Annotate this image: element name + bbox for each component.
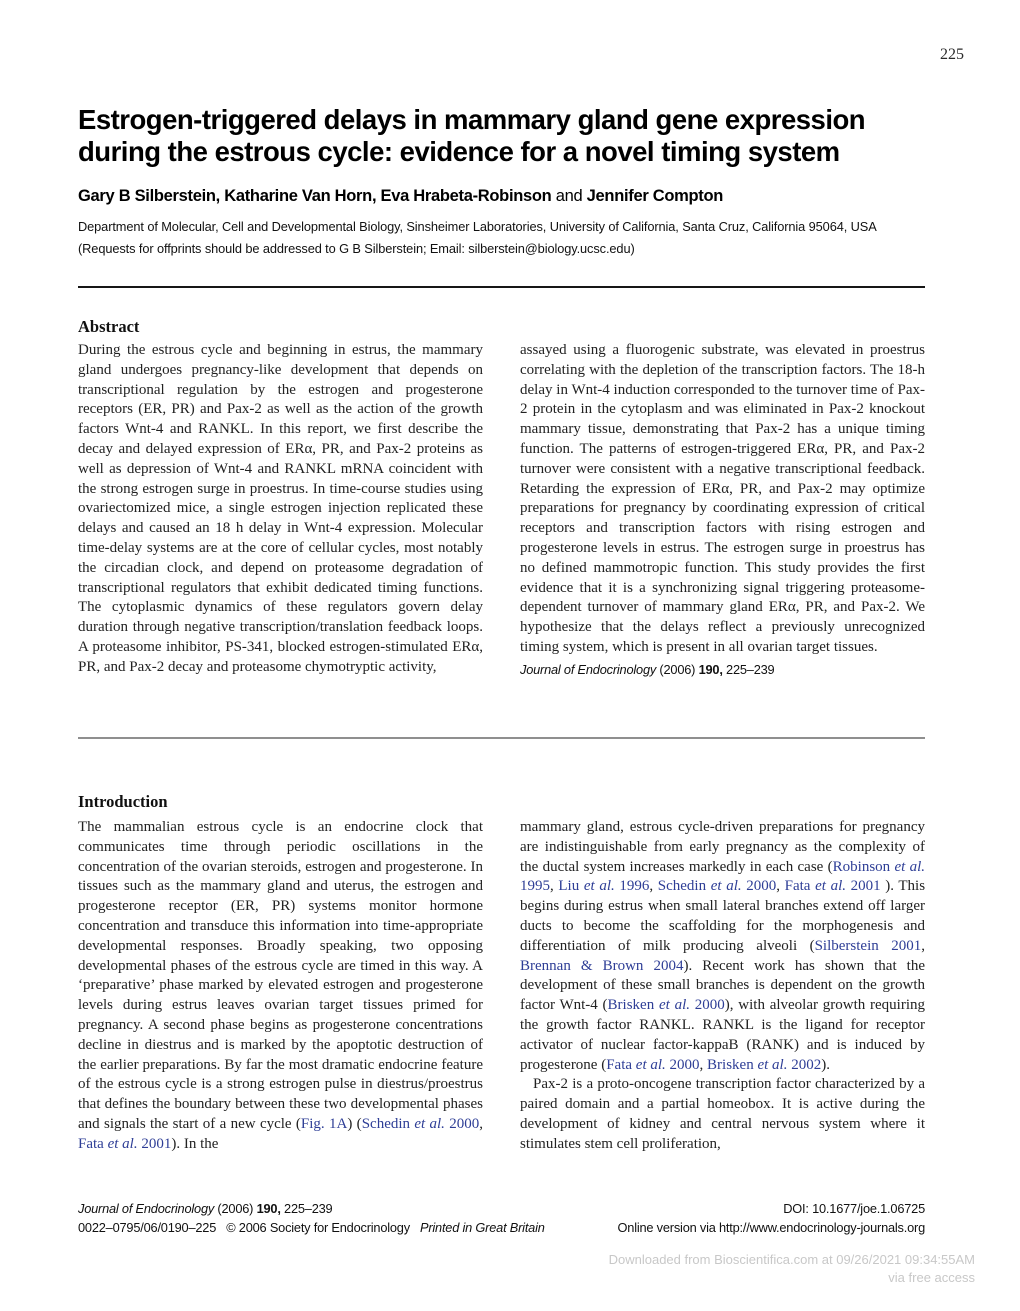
citation-link[interactable]: 2000 (444, 1115, 480, 1132)
text-segment: ). This begins during estrus when small lateral branches extend off larger ducts to become the scaffolding for the morphogenesis and differentiation of milk producing alveoli ( (520, 878, 926, 954)
citation-link[interactable]: Fig. 1A (300, 1115, 348, 1132)
abstract-column-left (78, 341, 483, 680)
abstract-columns (78, 341, 925, 680)
abstract-paragraph-left (78, 341, 483, 678)
citation-link[interactable]: Brisken (607, 997, 659, 1014)
citation-link[interactable]: 2000 (690, 997, 725, 1014)
citation-link[interactable]: et al. (635, 1056, 666, 1073)
authors-last: Jennifer Compton (586, 187, 724, 205)
affiliation: Department of Molecular, Cell and Developmental Biology, Sinsheimer Laboratories, University of California, Santa Cruz, California 95064, USA (78, 219, 877, 234)
offprints-note: (Requests for offprints should be addressed to G B Silberstein; Email: silberstein@biology.ucsc.edu) (78, 241, 635, 256)
citation-link[interactable]: 1996 (614, 878, 650, 895)
text-segment: ), with alveolar growth requiring the growth factor RANKL. RANKL is the ligand for receptor activator of nuclear factor-kappaB (RANK) and is induced by progesterone ( (520, 997, 926, 1073)
citation-link[interactable]: Fata (606, 1056, 636, 1073)
citation-link[interactable]: Brisken (707, 1056, 758, 1073)
text-segment: Pax-2 is a proto-oncogene transcription factor characterized by a paired domain and a partial homeobox. It is active during the development of kidney and central nervous system where it stimulates stem cell proliferation, (520, 1076, 925, 1152)
citation-link[interactable]: Schedin (657, 878, 711, 895)
introduction-paragraph-2 (520, 1075, 925, 1154)
citation-link[interactable]: et al. (710, 878, 742, 895)
citation-link[interactable]: Brennan & Brown 2004 (520, 957, 684, 974)
text-segment: 190, (698, 661, 723, 677)
text-segment: 190, (256, 1201, 281, 1216)
footer-issn-copyright (78, 1220, 545, 1235)
text-segment: During the estrous cycle and beginning in estrus, the mammary gland undergoes pregnancy-like development that depends on transcriptional regulation by the estrogen and progesterone receptors (ER, PR) and Pax-2 as well as the action of the growth factors Wnt-4 and RANKL. In this report, we first describe the decay and delayed expression of ERα, PR, and Pax-2 proteins as well as depression of Wnt-4 and RANKL mRNA coincident with the strong estrogen surge in proestrus. In time-course studies using ovariectomized mice, a single estrogen injection replicated these delays and caused an 18 h delay in Wnt-4 expression. Molecular time-delay systems are at the core of cellular cycles, most notably the circadian clock, and depend on proteasome degradation of transcriptional regulators that exhibit dedicated timing functions. The cytoplasmic dynamics of these regulators govern delay duration through negative transcription/translation feedback loops. A proteasome inhibitor, PS-341, blocked estrogen-stimulated ERα, PR, and Pax-2 decay and proteasome chymotryptic activity, (78, 342, 483, 675)
footer-online-version: Online version via http://www.endocrinology-journals.org (617, 1220, 925, 1235)
text-segment: , (776, 878, 785, 895)
text-segment: © 2006 Society for Endocrinology (216, 1220, 420, 1235)
abstract-journal-citation (520, 660, 925, 680)
introduction-heading: Introduction (78, 791, 168, 811)
text-segment: , (550, 878, 559, 895)
section-divider-rule (78, 737, 925, 739)
introduction-paragraph-1-continued (520, 818, 925, 1075)
text-segment: ) ( (347, 1115, 362, 1132)
text-segment: ). (821, 1056, 830, 1073)
citation-link[interactable]: Silberstein 2001 (814, 937, 922, 954)
text-segment: (2006) (656, 661, 699, 677)
download-watermark-line1: Downloaded from Bioscientifica.com at 09/26/2021 09:34:55AM (608, 1252, 975, 1267)
citation-link[interactable]: 2001 (845, 878, 881, 895)
footer-doi: DOI: 10.1677/joe.1.06725 (783, 1201, 925, 1216)
citation-link[interactable]: 1995 (520, 878, 550, 895)
citation-link[interactable]: Fata (784, 878, 816, 895)
citation-link[interactable]: 2001 (137, 1135, 172, 1152)
citation-link[interactable]: et al. (757, 1056, 788, 1073)
text-segment: Printed in Great Britain (420, 1220, 545, 1235)
footer-row-2 (78, 1220, 925, 1235)
citation-link[interactable]: Robinson (832, 858, 895, 875)
footer-journal-citation (78, 1201, 332, 1216)
text-segment: (2006) (214, 1201, 257, 1216)
citation-link[interactable]: Fata (78, 1135, 108, 1152)
text-segment: assayed using a fluorogenic substrate, was elevated in proestrus correlating with the depletion of the transcription factors. The 18-h delay in Wnt-4 induction corresponded to the turnover time of Pax-2 protein in the cytoplasm and was eliminated in Pax-2 knockout mammary tissue, demonstrating that Pax-2 has a unique timing function. The patterns of estrogen-triggered ERα, PR, and Pax-2 turnover were consistent with a negative transcriptional feedback. Retarding the expression of ERα, PR, and Pax-2 may optimize preparations for pregnancy by coordinating expression of critical receptors and transcription factors with rising estrogen and progesterone levels in estrus. The estrogen surge in proestrus has no defined mammotropic function. This study provides the first evidence that it is a synchronizing signal triggering proteasome-dependent turnover of mammary gland ERα, PR, and Pax-2. We hypothesize that the delays reflect a previously unrecognized timing system, which is present in all ovarian target tissues. (520, 342, 925, 655)
text-segment: , (479, 1115, 484, 1132)
article-title: Estrogen-triggered delays in mammary gland gene expression during the estrous cycle: evidence for a novel timing system (78, 104, 866, 168)
text-segment: 0022–0795/06/0190–225 (78, 1220, 217, 1235)
citation-link[interactable]: 2000 (665, 1056, 700, 1073)
header-divider-rule (78, 286, 925, 288)
authors-and: and (551, 187, 587, 205)
text-segment: ). Recent work has shown that the development of these small branches is dependent on the growth factor Wnt-4 ( (520, 957, 925, 1014)
citation-link[interactable]: et al. (414, 1115, 445, 1132)
download-watermark (609, 1251, 975, 1287)
citation-link[interactable]: et al. (815, 878, 846, 895)
abstract-column-right (520, 341, 925, 680)
text-segment: , (921, 937, 925, 954)
citation-link[interactable]: et al. (894, 858, 926, 875)
page-number: 225 (940, 46, 964, 63)
citation-link[interactable]: Schedin (361, 1115, 415, 1132)
introduction-columns (78, 818, 925, 1155)
citation-link[interactable]: et al. (107, 1135, 138, 1152)
text-segment: ). In the (171, 1135, 219, 1152)
introduction-column-left (78, 818, 483, 1155)
authors-line (78, 187, 925, 206)
abstract-paragraph-right (520, 341, 925, 658)
text-segment: 225–239 (280, 1201, 333, 1216)
download-watermark-line2: via free access (888, 1270, 975, 1285)
citation-link[interactable]: Liu (558, 878, 584, 895)
footer-row-1 (78, 1201, 925, 1216)
text-segment: , (649, 878, 658, 895)
text-segment: , (699, 1056, 708, 1073)
text-segment: The mammalian estrous cycle is an endocrine clock that communicates time through periodic oscillations in the concentration of the ovarian steroids, estrogen and progesterone. In tissues such as the mammary gland and uterus, the estrogen and progesterone receptor (ER, PR) systems monitor hormone concentration and transduce this information into time-appropriate developmental responses. Broadly speaking, two opposing developmental phases of the estrous cycle are timed in this way. A ‘preparative’ phase marked by elevated estrogen and progesterone levels during estrus leaves ovarian target tissues primed for pregnancy. A second phase begins as progesterone concentrations decline in diestrus and is marked by the apoptotic destruction of the earlier preparations. By far the most dramatic endocrine feature of the estrous cycle is a strong estrogen pulse in diestrus/proestrus that defines the boundary between these two developmental phases and signals the start of a new cycle ( (78, 819, 483, 1132)
introduction-column-right (520, 818, 925, 1155)
authors-main: Gary B Silberstein, Katharine Van Horn, Eva Hrabeta-Robinson (78, 187, 552, 205)
text-segment: Journal of Endocrinology (520, 661, 657, 677)
citation-link[interactable]: et al. (658, 997, 690, 1014)
text-segment: Journal of Endocrinology (78, 1201, 215, 1216)
text-segment: 225–239 (722, 661, 775, 677)
citation-link[interactable]: 2000 (741, 878, 777, 895)
introduction-paragraph-1 (78, 818, 483, 1155)
citation-link[interactable]: 2002 (787, 1056, 822, 1073)
text-segment: mammary gland, estrous cycle-driven preparations for pregnancy are indistinguishable from early pregnancy as the complexity of the ductal system increases markedly in each case ( (520, 819, 925, 875)
citation-link[interactable]: et al. (583, 878, 615, 895)
abstract-heading: Abstract (78, 316, 140, 336)
